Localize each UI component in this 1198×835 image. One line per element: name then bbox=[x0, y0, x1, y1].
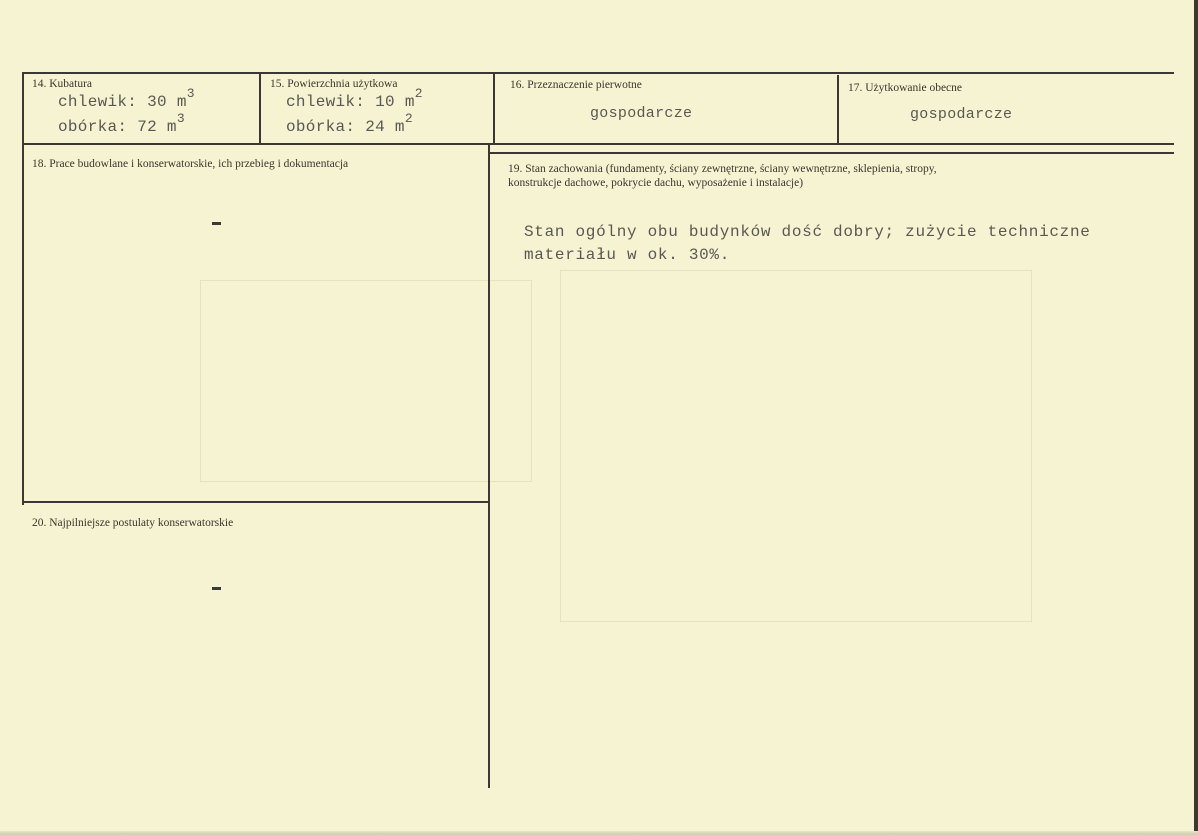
top-rule bbox=[22, 72, 1174, 74]
powierzchnia-line2-exponent: 2 bbox=[404, 110, 413, 126]
kubatura-label: 14. Kubatura bbox=[32, 78, 93, 90]
kubatura-line2-exponent: 3 bbox=[176, 110, 185, 126]
powierzchnia-value-chlewik bbox=[286, 85, 423, 112]
kubatura-value-chlewik bbox=[58, 85, 195, 112]
left-border bbox=[22, 72, 24, 505]
bleed-through-mark bbox=[200, 280, 532, 482]
uzytkowanie-label: 17. Użytkowanie obecne bbox=[848, 82, 963, 94]
przeznaczenie-value: gospodarcze bbox=[590, 105, 693, 122]
stan-label-line1: 19. Stan zachowania (fundamenty, ściany zewnętrzne, ściany wewnętrzne, sklepienia, stropy, bbox=[508, 163, 937, 175]
powierzchnia-value-oborka bbox=[286, 110, 413, 137]
divider-14-15 bbox=[259, 72, 261, 144]
powierzchnia-line1-exponent: 2 bbox=[414, 85, 423, 101]
section18-bottom-rule bbox=[22, 501, 488, 503]
kubatura-line1-text: chlewik: 30 m bbox=[58, 93, 187, 111]
row1-bottom-rule bbox=[22, 143, 1174, 145]
kubatura-value-oborka bbox=[58, 110, 185, 137]
kubatura-line2-text: obórka: 72 m bbox=[58, 118, 177, 136]
postulaty-value-dash bbox=[212, 587, 221, 590]
powierzchnia-line2-text: obórka: 24 m bbox=[286, 118, 405, 136]
kubatura-line1-exponent: 3 bbox=[186, 85, 195, 101]
stan-text-line1: Stan ogólny obu budynków dość dobry; zużycie techniczne bbox=[524, 223, 1091, 241]
stan-label-line2: konstrukcje dachowe, pokrycie dachu, wyposażenie i instalacje) bbox=[508, 177, 804, 189]
postulaty-label: 20. Najpilniejsze postulaty konserwatorskie bbox=[32, 517, 234, 529]
center-divider bbox=[488, 143, 490, 788]
stan-text-line2: materiału w ok. 30%. bbox=[524, 246, 731, 264]
page-edge-shadow bbox=[1194, 0, 1198, 835]
prace-label: 18. Prace budowlane i konserwatorskie, ich przebieg i dokumentacja bbox=[32, 158, 349, 170]
powierzchnia-line1-text: chlewik: 10 m bbox=[286, 93, 415, 111]
divider-16-17 bbox=[837, 75, 839, 145]
divider-15-16 bbox=[493, 72, 495, 144]
prace-value-dash bbox=[212, 222, 221, 225]
powierzchnia-label: 15. Powierzchnia użytkowa bbox=[270, 78, 398, 90]
row2-rule-right bbox=[490, 152, 1174, 154]
uzytkowanie-value: gospodarcze bbox=[910, 106, 1013, 123]
przeznaczenie-label: 16. Przeznaczenie pierwotne bbox=[510, 79, 642, 91]
page-bottom-edge bbox=[0, 831, 1198, 835]
bleed-through-mark bbox=[560, 270, 1032, 622]
